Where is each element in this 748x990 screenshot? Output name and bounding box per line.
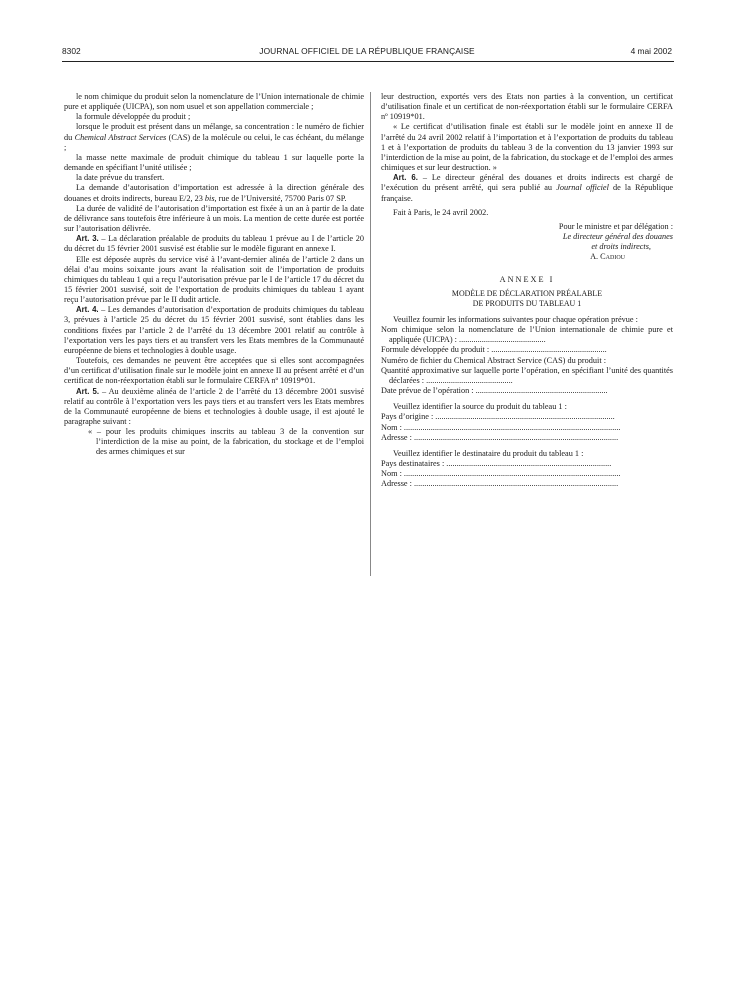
list-item-text: lorsque le produit est présent dans un mélange, sa concentration : le numéro de fichier du bbox=[64, 122, 364, 142]
quoted-paragraph: « Le certificat d’utilisation finale est établi sur le modèle joint en annexe II de l’arrêté du 24 avril 2002 relatif à l’importation et à l’exportation de produits du tableau 1 et à l’exportation de produits du tableau 3 de la convention du 13 janvier 1993 sur l’interdiction de la mise au point, de la fabrication, du stockage et de l’emploi des armes chimiques et sur leur destruction. » bbox=[381, 122, 673, 173]
article-3 bbox=[64, 234, 364, 254]
article-label: Art. 5. bbox=[76, 386, 99, 396]
form-field: Nom : ......................................................................................................... bbox=[381, 422, 621, 432]
signing-place-date: Fait à Paris, le 24 avril 2002. bbox=[393, 207, 489, 217]
signatory-name: A. Cadiou bbox=[590, 252, 625, 262]
signature-line bbox=[381, 242, 673, 252]
list-item: la formule développée du produit ; bbox=[76, 112, 191, 122]
article-text: – Au deuxième alinéa de l’article 2 de l’arrêté du 13 décembre 2001 susvisé relatif au contrôle à l’exportation vers les pays tiers et au transfert vers les Etats membres de la Communauté européenne de biens et technologies à double usage, il est ajouté le paragraphe suivant : bbox=[64, 386, 364, 426]
form-section-intro: Veuillez identifier le destinataire du produit du tableau 1 : bbox=[393, 448, 584, 458]
form-field: Nom chimique selon la nomenclature de l’Union internationale de chimie pure et appliquée (UICPA) : .......................................... bbox=[381, 325, 673, 345]
form-field: Adresse : ................................................................................................... bbox=[381, 432, 619, 442]
form-field: Quantité approximative sur laquelle porte l’opération, en spécifiant l’unité des quantités déclarées : .......................................... bbox=[381, 365, 673, 385]
signature-title: Le directeur général des douanes bbox=[562, 232, 673, 242]
form-field: Numéro de fichier du Chemical Abstract Service (CAS) du produit : bbox=[381, 355, 606, 365]
page-header bbox=[62, 46, 672, 60]
article-label: Art. 6. bbox=[393, 173, 418, 183]
quoted-paragraph: « – pour les produits chimiques inscrits au tableau 3 de la convention sur l’interdiction de la mise au point, de la fabrication, du stockage et de l’emploi des armes chimiques et sur bbox=[88, 427, 364, 457]
paragraph-text: La demande d’autorisation d’importation est adressée à la direction générale des douanes et droits indirects, bureau E/2, 23 bbox=[64, 183, 364, 203]
article-6 bbox=[381, 173, 673, 203]
list-item: la masse nette maximale de produit chimique du tableau 1 sur laquelle porte la demande en spécifiant l’unité utilisée ; bbox=[64, 152, 364, 173]
paragraph: La durée de validité de l’autorisation d’importation est fixée à un an à partir de la date de délivrance sans toutefois être inférieure à un mois. La mention de cette durée est portée sur l’autorisation délivrée. bbox=[64, 203, 364, 234]
paragraph bbox=[64, 183, 364, 203]
article-5 bbox=[64, 387, 364, 428]
article-label: Art. 4. bbox=[76, 305, 99, 315]
article-text: – Les demandes d’autorisation d’exportation de produits chimiques du tableau 3, prévues à l’article 25 du décret du 15 février 2001 susvisé, sont établies dans les conditions fixées par l’article 2 de l’arrêté du 13 décembre 2001 relatif au contrôle à l’exportation vers les pays tiers et au transfert vers les Etats membres de la Communauté européenne de biens et technologies à double usage. bbox=[64, 305, 364, 355]
form-field: Pays destinataires : ................................................................................ bbox=[381, 459, 612, 468]
annex-heading: ANNEXE I bbox=[499, 274, 555, 284]
article-text: – Le directeur général des douanes et droits indirects est chargé de l’exécution du présent arrêté, qui sera publié au bbox=[381, 173, 673, 193]
right-column bbox=[381, 92, 673, 489]
paragraph: Toutefois, ces demandes ne peuvent être acceptées que si elles sont accompagnées d’un certificat d’utilisation finale sur le modèle joint en annexe II au présent arrêté et d’un certificat de non-réexportation établi sur le formulaire CERFA nº 10919*01. bbox=[64, 356, 364, 386]
column-divider bbox=[370, 92, 371, 576]
form-title: DE PRODUITS DU TABLEAU 1 bbox=[472, 298, 582, 308]
article-italic: Journal officiel bbox=[556, 183, 609, 193]
list-item-italic: Chemical Abstract Services bbox=[74, 132, 167, 142]
form-field: Date prévue de l’opération : ................................................................ bbox=[381, 386, 608, 396]
publication-date: 4 mai 2002 bbox=[630, 46, 672, 56]
journal-title: JOURNAL OFFICIEL DE LA RÉPUBLIQUE FRANÇAISE bbox=[259, 46, 475, 56]
paragraph-text: rue de l’Université, 75700 Paris 07 SP. bbox=[216, 193, 347, 203]
list-item-text: (CAS) de la molécule ou celui, le cas échéant, du mélange ; bbox=[64, 132, 364, 152]
form-field: Nom : ......................................................................................................... bbox=[381, 469, 621, 479]
header-rule bbox=[62, 61, 674, 62]
signature-title: et droits indirects, bbox=[591, 242, 651, 252]
article-4 bbox=[64, 305, 364, 356]
article-label: Art. 3. bbox=[76, 234, 99, 244]
article-text: – La déclaration préalable de produits du tableau 1 prévue au I de l’article 20 du décret du 15 février 2001 susvisé est établie sur le modèle figurant en annexe I. bbox=[64, 234, 364, 254]
form-section-intro: Veuillez identifier la source du produit du tableau 1 : bbox=[393, 402, 567, 412]
form-field: Pays d’origine : ....................................................................................... bbox=[381, 412, 615, 422]
article-text: de la République française. bbox=[381, 183, 674, 203]
list-item: la date prévue du transfert. bbox=[76, 173, 165, 183]
paragraph: Elle est déposée auprès du service visé à l’avant-dernier alinéa de l’article 2 dans un délai d’au moins soixante jours avant la réalisation soit de l’importation de produits chimiques du tableau 1 qui a reçu l’autorisation prévue par le I de l’article 17 du décret du 15 février 2001 susvisé, soit de l’exportation de produits chimiques du tableau 1 ayant reçu l’autorisation prévue par le II dudit article. bbox=[64, 254, 364, 305]
signature-line bbox=[381, 232, 673, 242]
quoted-paragraph: leur destruction, exportés vers des Etats non parties à la convention, un certificat d’utilisation finale et un certificat de non-réexportation établi sur le formulaire CERFA nº 10919*01. bbox=[381, 92, 673, 122]
form-field: Formule développée du produit : ........................................................ bbox=[381, 345, 607, 355]
signature-block bbox=[381, 222, 673, 263]
left-column bbox=[64, 92, 364, 458]
signature-line: Pour le ministre et par délégation : bbox=[558, 221, 673, 231]
list-item: le nom chimique du produit selon la nomenclature de l’Union internationale de chimie pure et appliquée (UICPA), son nom usuel et son appellation commerciale ; bbox=[64, 92, 364, 112]
list-item bbox=[64, 122, 364, 152]
page-number: 8302 bbox=[62, 46, 81, 56]
form-intro: Veuillez fournir les informations suivantes pour chaque opération prévue : bbox=[393, 314, 638, 324]
paragraph-italic: bis, bbox=[204, 193, 217, 203]
form-title: MODÈLE DE DÉCLARATION PRÉALABLE bbox=[451, 288, 603, 298]
form-field: Adresse : ................................................................................................... bbox=[381, 479, 619, 489]
